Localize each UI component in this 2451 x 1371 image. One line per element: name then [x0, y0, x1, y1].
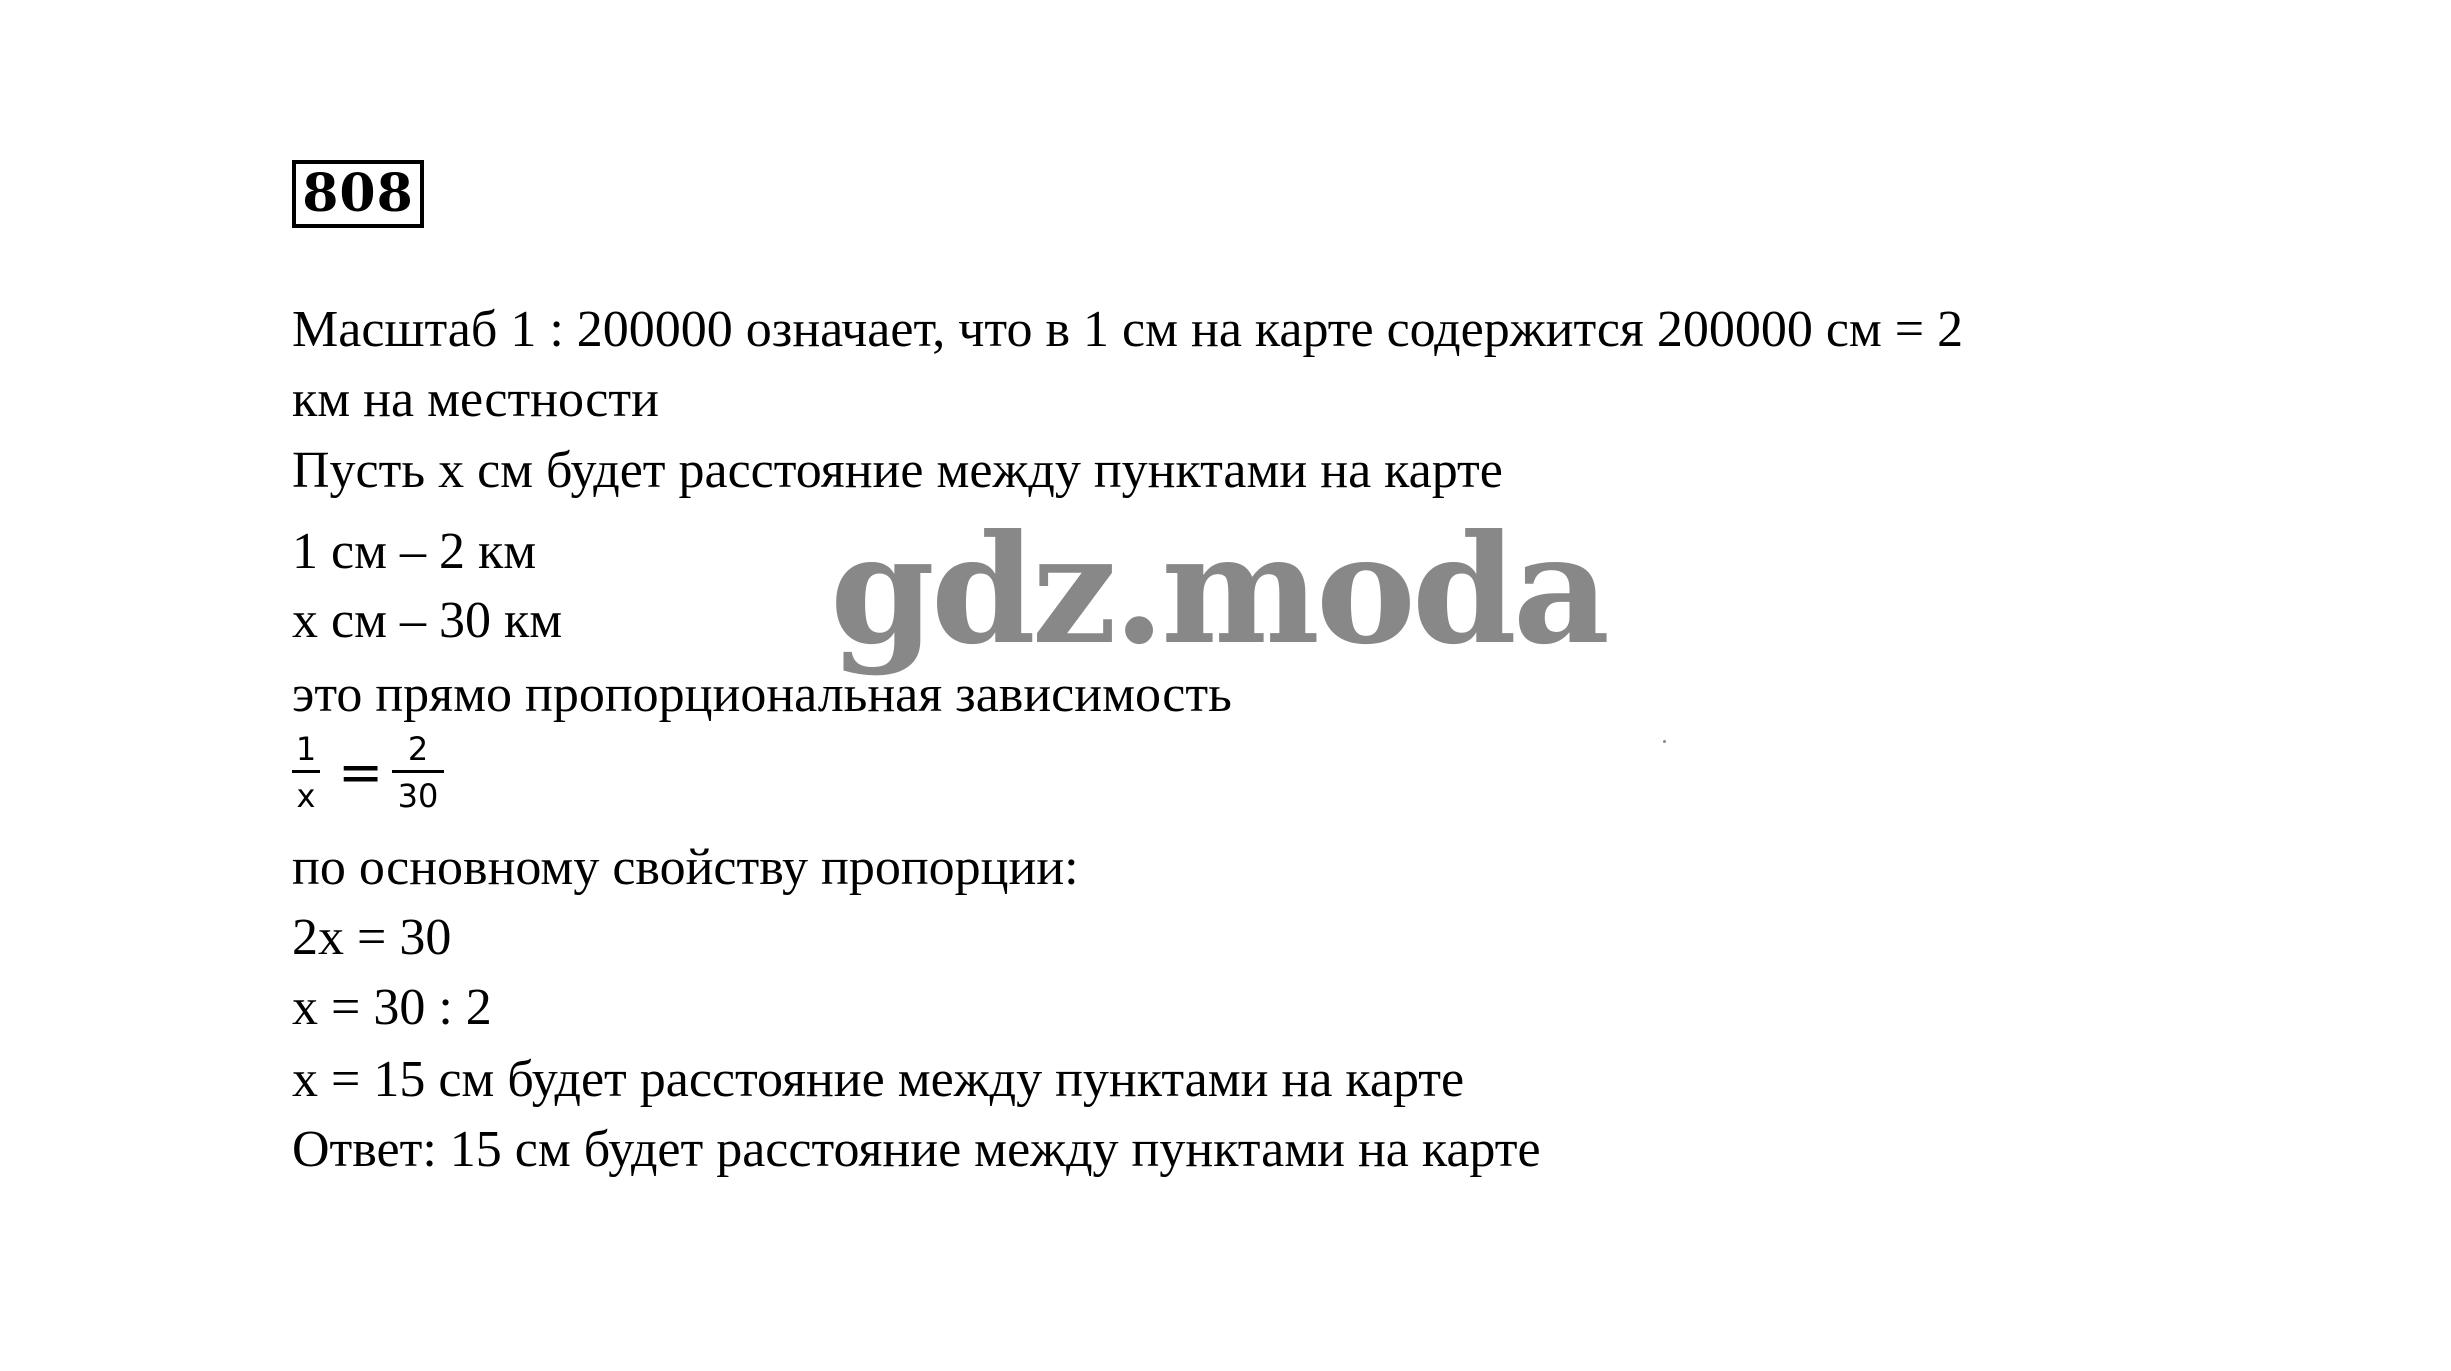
left-fraction — [292, 730, 320, 815]
left-fraction-bar — [292, 770, 320, 773]
text-line-scale-continuation: км на местности — [292, 371, 659, 428]
right-fraction-numerator: 2 — [407, 730, 429, 768]
problem-number-box: 808 — [292, 160, 424, 228]
equals-sign: = — [338, 741, 384, 804]
scan-speck — [1663, 740, 1666, 743]
right-fraction — [392, 730, 444, 815]
right-fraction-bar — [392, 770, 444, 773]
text-line-let-x: Пусть х см будет расстояние между пунктами на карте — [292, 442, 1503, 499]
text-line-proportion-row-2: х см – 30 км — [292, 592, 563, 649]
right-fraction-denominator: 30 — [397, 777, 439, 815]
text-line-equation-division: х = 30 : 2 — [292, 979, 492, 1036]
text-line-answer: Ответ: 15 см будет расстояние между пунктами на карте — [292, 1121, 1541, 1178]
left-fraction-numerator: 1 — [295, 730, 317, 768]
text-line-proportion-property: по основному свойству пропорции: — [292, 839, 1079, 896]
text-line-scale-explanation: Масштаб 1 : 200000 означает, что в 1 см на карте содержится 200000 см = 2 — [292, 301, 1964, 358]
watermark-logo: gdz.moda — [830, 502, 1607, 678]
text-line-result: х = 15 см будет расстояние между пунктами на карте — [292, 1051, 1465, 1108]
text-line-proportion-row-1: 1 см – 2 км — [292, 523, 537, 580]
text-line-equation-2x: 2х = 30 — [292, 909, 452, 966]
text-line-direct-proportion: это прямо пропорциональная зависимость — [292, 666, 1232, 723]
left-fraction-denominator: x — [296, 777, 316, 815]
